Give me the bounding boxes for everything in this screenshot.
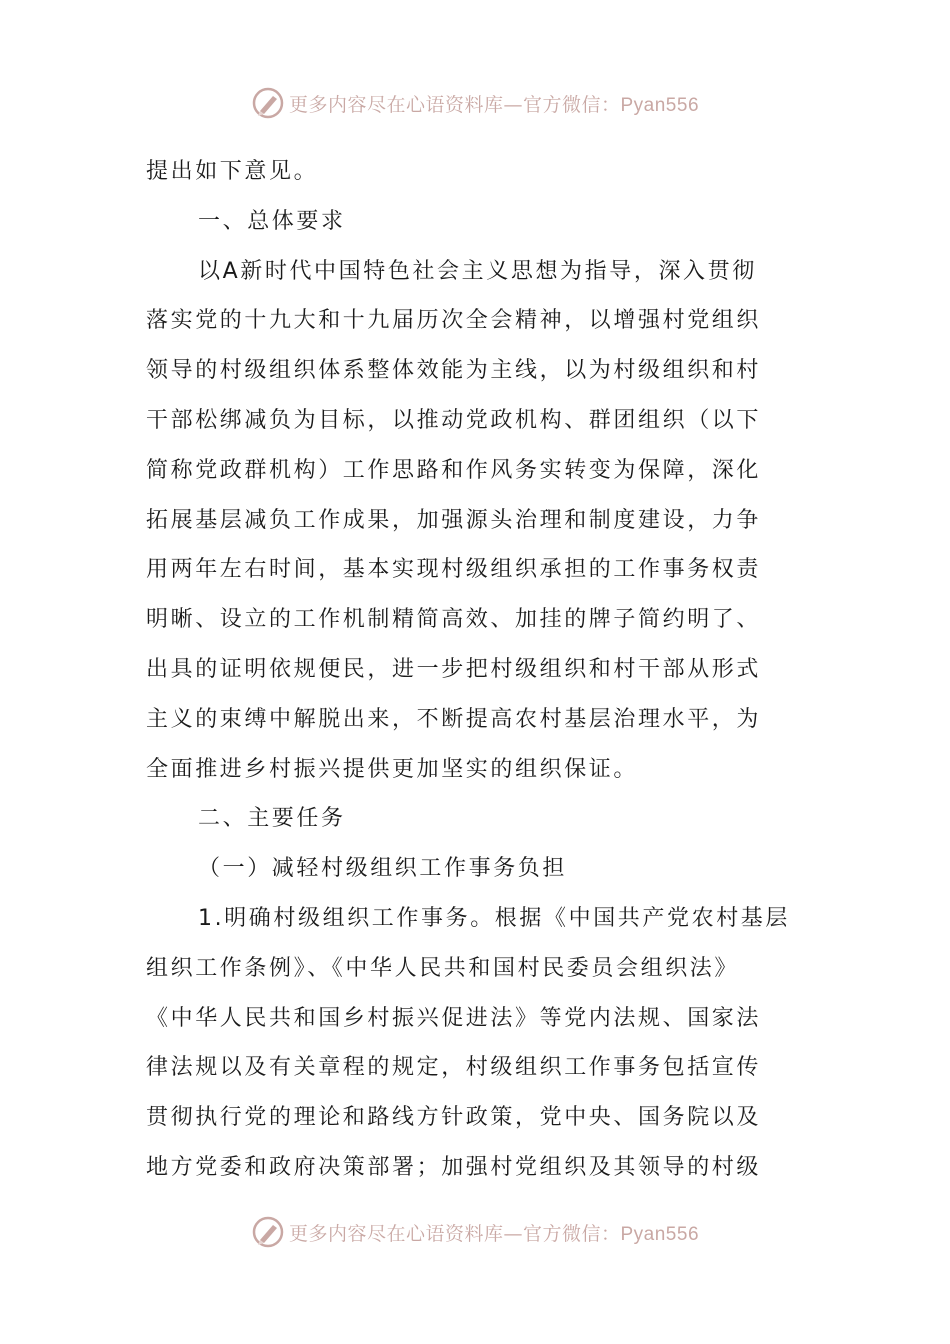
watermark-footer (0, 1212, 950, 1252)
pen-logo-icon (251, 86, 285, 120)
watermark-wechat-id: Pyan556 (620, 94, 700, 116)
text-line: 二、主要任务 (198, 806, 346, 832)
text-line: 律法规以及有关章程的规定，村级组织工作事务包括宣传 (146, 1055, 762, 1081)
text-line: 全面推进乡村振兴提供更加坚实的组织保证。 (146, 756, 639, 782)
text-line: 提出如下意见。 (146, 159, 319, 184)
watermark-text: 更多内容尽在心语资料库—官方微信：Pyan556 (288, 1222, 700, 1245)
text-line: 明晰、设立的工作机制精简高效、加挂的牌子简约明了、 (146, 607, 762, 633)
text-line: 1.明确村级组织工作事务。根据《中国共产党农村基层 (198, 905, 790, 931)
watermark-header (0, 83, 950, 123)
watermark-text: 更多内容尽在心语资料库—官方微信：Pyan556 (288, 93, 700, 116)
text-line: 干部松绑减负为目标，以推动党政机构、群团组织（以下 (146, 407, 762, 433)
watermark-wechat-id: Pyan556 (620, 1223, 700, 1245)
text-line: 用两年左右时间，基本实现村级组织承担的工作事务权责 (146, 557, 762, 583)
text-line: 贯彻执行党的理论和路线方针政策，党中央、国务院以及 (146, 1105, 762, 1131)
text-line: 地方党委和政府决策部署；加强村党组织及其领导的村级 (146, 1154, 762, 1180)
text-line: 领导的村级组织体系整体效能为主线，以为村级组织和村 (146, 358, 762, 384)
text-line: 拓展基层减负工作成果，加强源头治理和制度建设，力争 (146, 507, 762, 533)
text-line: 一、总体要求 (198, 208, 346, 234)
text-line: 出具的证明依规便民，进一步把村级组织和村干部从形式 (146, 656, 762, 682)
text-line: 以A新时代中国特色社会主义思想为指导，深入贯彻 (198, 258, 757, 284)
text-line: 简称党政群机构）工作思路和作风务实转变为保障，深化 (146, 457, 762, 483)
pen-logo-icon (251, 1215, 285, 1249)
text-line: 落实党的十九大和十九届历次全会精神，以增强村党组织 (146, 308, 762, 334)
text-line: （一）减轻村级组织工作事务负担 (198, 856, 568, 882)
text-line: 主义的束缚中解脱出来，不断提高农村基层治理水平，为 (146, 706, 762, 732)
text-line: 《中华人民共和国乡村振兴促进法》等党内法规、国家法 (146, 1005, 762, 1031)
text-line: 组织工作条例》、《中华人民共和国村民委员会组织法》 (146, 955, 740, 981)
document-body (146, 147, 806, 1193)
